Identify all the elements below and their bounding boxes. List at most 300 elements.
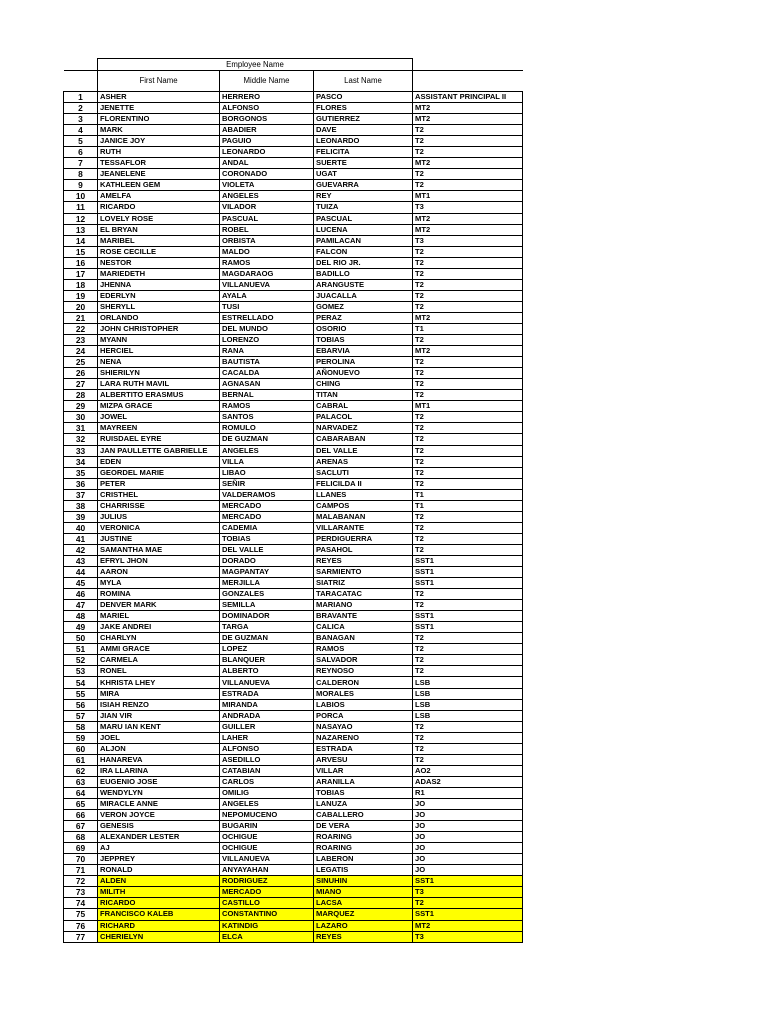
table-row [64, 257, 523, 268]
row-number-cell: 10 [64, 191, 98, 202]
first-name-cell: NESTOR [98, 257, 220, 268]
table-row [64, 357, 523, 368]
first-name-cell: MYLA [98, 578, 220, 589]
last-name-cell: CABARABAN [314, 434, 413, 445]
row-number-cell: 21 [64, 312, 98, 323]
row-number-cell: 29 [64, 401, 98, 412]
middle-name-cell: HERRERO [220, 92, 314, 103]
position-cell: MT2 [413, 920, 523, 931]
first-name-cell: RUISDAEL EYRE [98, 434, 220, 445]
first-name-cell: JAN PAULLETTE GABRIELLE [98, 445, 220, 456]
position-cell: T2 [413, 147, 523, 158]
middle-name-cell: VILLANUEVA [220, 677, 314, 688]
table-row [64, 434, 523, 445]
last-name-cell: DAVE [314, 125, 413, 136]
last-name-cell: CAMPOS [314, 500, 413, 511]
middle-name-cell: SEÑIR [220, 478, 314, 489]
first-name-cell: MARIEL [98, 611, 220, 622]
table-row [64, 854, 523, 865]
first-name-cell: IRA LLARINA [98, 765, 220, 776]
table-row [64, 522, 523, 533]
row-number-cell: 61 [64, 754, 98, 765]
row-number-cell: 60 [64, 743, 98, 754]
position-cell: T2 [413, 136, 523, 147]
position-cell: T3 [413, 235, 523, 246]
first-name-cell: MIRACLE ANNE [98, 799, 220, 810]
first-name-cell: HERCIEL [98, 346, 220, 357]
middle-name-cell: OMILIG [220, 787, 314, 798]
position-cell: T2 [413, 180, 523, 191]
last-name-cell: TUIZA [314, 202, 413, 213]
position-cell: JO [413, 810, 523, 821]
first-name-cell: MYANN [98, 335, 220, 346]
last-name-cell: TARACATAC [314, 589, 413, 600]
middle-name-cell: MIRANDA [220, 699, 314, 710]
table-row [64, 567, 523, 578]
first-name-cell: ROSE CECILLE [98, 246, 220, 257]
position-cell: MT2 [413, 103, 523, 114]
middle-name-cell: MERCADO [220, 511, 314, 522]
middle-name-column-header: Middle Name [220, 71, 314, 92]
table-row [64, 412, 523, 423]
middle-name-cell: CONSTANTINO [220, 909, 314, 920]
last-name-cell: CABALLERO [314, 810, 413, 821]
row-number-cell: 74 [64, 898, 98, 909]
first-name-cell: MARU IAN KENT [98, 721, 220, 732]
last-name-cell: LUCENA [314, 224, 413, 235]
table-row [64, 644, 523, 655]
middle-name-cell: CADEMIA [220, 522, 314, 533]
first-name-cell: KATHLEEN GEM [98, 180, 220, 191]
middle-name-cell: DE GUZMAN [220, 633, 314, 644]
table-row [64, 169, 523, 180]
row-number-cell: 48 [64, 611, 98, 622]
middle-name-cell: GUILLER [220, 721, 314, 732]
middle-name-cell: VILLANUEVA [220, 279, 314, 290]
middle-name-cell: BUGARIN [220, 821, 314, 832]
table-row [64, 677, 523, 688]
position-cell: T2 [413, 169, 523, 180]
row-number-cell: 12 [64, 213, 98, 224]
table-row [64, 489, 523, 500]
last-name-cell: LANUZA [314, 799, 413, 810]
last-name-cell: SARMIENTO [314, 567, 413, 578]
row-number-cell: 43 [64, 555, 98, 566]
row-number-cell: 30 [64, 412, 98, 423]
row-number-cell: 77 [64, 931, 98, 942]
table-row [64, 600, 523, 611]
middle-name-cell: CASTILLO [220, 898, 314, 909]
last-name-cell: MALABANAN [314, 511, 413, 522]
middle-name-cell: SANTOS [220, 412, 314, 423]
row-number-cell: 17 [64, 268, 98, 279]
first-name-cell: AARON [98, 567, 220, 578]
table-row [64, 611, 523, 622]
table-row [64, 368, 523, 379]
position-cell: T2 [413, 125, 523, 136]
middle-name-cell: DEL VALLE [220, 544, 314, 555]
first-name-cell: CHARRISSE [98, 500, 220, 511]
last-name-cell: LEGATIS [314, 865, 413, 876]
middle-name-cell: DEL MUNDO [220, 323, 314, 334]
position-cell: T2 [413, 268, 523, 279]
row-number-cell: 1 [64, 92, 98, 103]
row-number-cell: 32 [64, 434, 98, 445]
table-row [64, 191, 523, 202]
first-name-cell: CHERIELYN [98, 931, 220, 942]
last-name-cell: FELICITA [314, 147, 413, 158]
position-cell: T2 [413, 666, 523, 677]
position-cell: AO2 [413, 765, 523, 776]
first-name-cell: FRANCISCO KALEB [98, 909, 220, 920]
first-name-cell: HANAREVA [98, 754, 220, 765]
employee-rows [64, 92, 523, 943]
row-number-cell: 38 [64, 500, 98, 511]
middle-name-cell: LEONARDO [220, 147, 314, 158]
last-name-cell: ESTRADA [314, 743, 413, 754]
first-name-cell: ALBERTITO ERASMUS [98, 390, 220, 401]
table-row [64, 699, 523, 710]
middle-name-cell: BLANQUER [220, 655, 314, 666]
position-cell: ASSISTANT PRINCIPAL II [413, 92, 523, 103]
last-name-cell: BADILLO [314, 268, 413, 279]
table-row [64, 92, 523, 103]
last-name-cell: PASCO [314, 92, 413, 103]
last-name-cell: DE VERA [314, 821, 413, 832]
table-row [64, 931, 523, 942]
last-name-cell: ROARING [314, 832, 413, 843]
row-number-cell: 11 [64, 202, 98, 213]
table-row [64, 721, 523, 732]
position-cell: MT2 [413, 346, 523, 357]
last-name-cell: MORALES [314, 688, 413, 699]
first-name-cell: GENESIS [98, 821, 220, 832]
last-name-cell: REYES [314, 931, 413, 942]
position-cell: T3 [413, 202, 523, 213]
last-name-cell: NARVADEZ [314, 423, 413, 434]
last-name-cell: CALDERON [314, 677, 413, 688]
first-name-cell: EFRYL JHON [98, 555, 220, 566]
last-name-cell: LEONARDO [314, 136, 413, 147]
last-name-cell: AÑONUEVO [314, 368, 413, 379]
middle-name-cell: DORADO [220, 555, 314, 566]
first-name-cell: JEANELENE [98, 169, 220, 180]
first-name-cell: JIAN VIR [98, 710, 220, 721]
last-name-cell: CABRAL [314, 401, 413, 412]
last-name-cell: PERDIGUERRA [314, 533, 413, 544]
position-cell: T2 [413, 290, 523, 301]
table-row [64, 732, 523, 743]
first-name-cell: MIRA [98, 688, 220, 699]
middle-name-cell: RAMOS [220, 257, 314, 268]
last-name-cell: MIANO [314, 887, 413, 898]
table-row [64, 312, 523, 323]
first-name-cell: JOWEL [98, 412, 220, 423]
position-cell: SST1 [413, 567, 523, 578]
middle-name-cell: RAMOS [220, 401, 314, 412]
last-name-cell: MARQUEZ [314, 909, 413, 920]
table-row [64, 213, 523, 224]
table-row [64, 776, 523, 787]
row-number-cell: 42 [64, 544, 98, 555]
row-number-cell: 44 [64, 567, 98, 578]
table-row [64, 743, 523, 754]
last-name-cell: JUACALLA [314, 290, 413, 301]
position-cell: T2 [413, 511, 523, 522]
last-name-cell: REY [314, 191, 413, 202]
row-number-cell: 13 [64, 224, 98, 235]
middle-name-cell: NEPOMUCENO [220, 810, 314, 821]
table-row [64, 533, 523, 544]
row-number-cell: 51 [64, 644, 98, 655]
row-number-cell: 35 [64, 467, 98, 478]
last-name-cell: ROARING [314, 843, 413, 854]
table-row [64, 456, 523, 467]
row-number-cell: 40 [64, 522, 98, 533]
row-number-cell: 37 [64, 489, 98, 500]
middle-name-cell: PAGUIO [220, 136, 314, 147]
position-cell: T2 [413, 445, 523, 456]
table-row [64, 688, 523, 699]
first-name-cell: JOHN CHRISTOPHER [98, 323, 220, 334]
position-cell: T2 [413, 655, 523, 666]
row-number-cell: 24 [64, 346, 98, 357]
row-number-cell: 23 [64, 335, 98, 346]
middle-name-cell: ANYAYAHAN [220, 865, 314, 876]
last-name-cell: TITAN [314, 390, 413, 401]
position-cell: T2 [413, 257, 523, 268]
position-cell: MT1 [413, 191, 523, 202]
middle-name-cell: PASCUAL [220, 213, 314, 224]
first-name-cell: SHIERILYN [98, 368, 220, 379]
row-number-cell: 75 [64, 909, 98, 920]
table-row [64, 114, 523, 125]
row-number-cell: 58 [64, 721, 98, 732]
middle-name-cell: ESTRELLADO [220, 312, 314, 323]
position-cell: T2 [413, 589, 523, 600]
last-name-cell: EBARVIA [314, 346, 413, 357]
middle-name-cell: BERNAL [220, 390, 314, 401]
position-cell: SST1 [413, 578, 523, 589]
row-number-cell: 8 [64, 169, 98, 180]
position-cell: LSB [413, 688, 523, 699]
middle-name-cell: AGNASAN [220, 379, 314, 390]
position-cell: MT2 [413, 158, 523, 169]
table-row [64, 887, 523, 898]
first-name-cell: EDERLYN [98, 290, 220, 301]
position-cell: T2 [413, 301, 523, 312]
middle-name-cell: AYALA [220, 290, 314, 301]
middle-name-cell: VILLANUEVA [220, 854, 314, 865]
row-number-cell: 4 [64, 125, 98, 136]
row-number-cell: 55 [64, 688, 98, 699]
row-number-cell: 59 [64, 732, 98, 743]
table-row [64, 500, 523, 511]
last-name-cell: LABERON [314, 854, 413, 865]
first-name-cell: ALJON [98, 743, 220, 754]
middle-name-cell: ESTRADA [220, 688, 314, 699]
last-name-cell: UGAT [314, 169, 413, 180]
middle-name-cell: LIBAO [220, 467, 314, 478]
position-cell: T2 [413, 743, 523, 754]
row-number-cell: 71 [64, 865, 98, 876]
last-name-cell: LACSA [314, 898, 413, 909]
last-name-cell: OSORIO [314, 323, 413, 334]
table-row [64, 876, 523, 887]
first-name-cell: RICARDO [98, 202, 220, 213]
middle-name-cell: ANDRADA [220, 710, 314, 721]
first-name-cell: TESSAFLOR [98, 158, 220, 169]
table-row [64, 401, 523, 412]
row-number-cell: 26 [64, 368, 98, 379]
position-cell: T2 [413, 357, 523, 368]
middle-name-cell: ANGELES [220, 799, 314, 810]
table-row [64, 301, 523, 312]
first-name-cell: SHERYLL [98, 301, 220, 312]
position-cell: MT1 [413, 401, 523, 412]
position-cell: T2 [413, 434, 523, 445]
last-name-cell: NAZARENO [314, 732, 413, 743]
table-row [64, 898, 523, 909]
last-name-cell: GOMEZ [314, 301, 413, 312]
last-name-cell: VILLAR [314, 765, 413, 776]
first-name-cell: ALDEN [98, 876, 220, 887]
middle-name-cell: LORENZO [220, 335, 314, 346]
table-row [64, 832, 523, 843]
row-number-cell: 39 [64, 511, 98, 522]
table-row [64, 810, 523, 821]
position-cell: T2 [413, 600, 523, 611]
position-cell: JO [413, 799, 523, 810]
middle-name-cell: TUSI [220, 301, 314, 312]
middle-name-cell: BORGONOS [220, 114, 314, 125]
row-number-cell: 22 [64, 323, 98, 334]
table-row [64, 765, 523, 776]
last-name-cell: FELICILDA II [314, 478, 413, 489]
table-row [64, 710, 523, 721]
table-row [64, 423, 523, 434]
first-name-cell: MARK [98, 125, 220, 136]
first-name-cell: JUSTINE [98, 533, 220, 544]
row-number-cell: 63 [64, 776, 98, 787]
last-name-cell: GUEVARRA [314, 180, 413, 191]
row-number-cell: 31 [64, 423, 98, 434]
position-cell: T2 [413, 898, 523, 909]
last-name-cell: PERAZ [314, 312, 413, 323]
table-row [64, 158, 523, 169]
middle-name-cell: RODRIGUEZ [220, 876, 314, 887]
table-row [64, 136, 523, 147]
row-number-cell: 69 [64, 843, 98, 854]
middle-name-cell: DE GUZMAN [220, 434, 314, 445]
position-cell: JO [413, 854, 523, 865]
position-cell: T2 [413, 544, 523, 555]
middle-name-cell: LOPEZ [220, 644, 314, 655]
position-cell: SST1 [413, 611, 523, 622]
table-row [64, 544, 523, 555]
row-number-cell: 20 [64, 301, 98, 312]
table-row [64, 920, 523, 931]
first-name-cell: SAMANTHA MAE [98, 544, 220, 555]
position-cell: T2 [413, 368, 523, 379]
table-row [64, 323, 523, 334]
row-number-cell: 54 [64, 677, 98, 688]
middle-name-cell: ALFONSO [220, 743, 314, 754]
last-name-cell: LAZARO [314, 920, 413, 931]
position-cell: T2 [413, 644, 523, 655]
position-cell: ADAS2 [413, 776, 523, 787]
table-row [64, 335, 523, 346]
row-number-cell: 50 [64, 633, 98, 644]
table-row [64, 666, 523, 677]
last-name-cell: SIATRIZ [314, 578, 413, 589]
position-cell: T2 [413, 379, 523, 390]
table-row [64, 235, 523, 246]
middle-name-cell: MERCADO [220, 887, 314, 898]
row-number-cell: 27 [64, 379, 98, 390]
middle-name-cell: ROBEL [220, 224, 314, 235]
last-name-cell: MARIANO [314, 600, 413, 611]
header-corner-blank [64, 59, 98, 71]
middle-name-cell: LAHER [220, 732, 314, 743]
first-name-cell: EUGENIO JOSE [98, 776, 220, 787]
middle-name-cell: KATINDIG [220, 920, 314, 931]
middle-name-cell: OCHIGUE [220, 832, 314, 843]
middle-name-cell: TARGA [220, 622, 314, 633]
table-row [64, 125, 523, 136]
table-row [64, 589, 523, 600]
position-cell: T2 [413, 533, 523, 544]
last-name-cell: ARANGUSTE [314, 279, 413, 290]
position-cell: T2 [413, 732, 523, 743]
first-name-cell: CRISTHEL [98, 489, 220, 500]
position-cell: T1 [413, 500, 523, 511]
position-cell: LSB [413, 677, 523, 688]
first-name-cell: JANICE JOY [98, 136, 220, 147]
middle-name-cell: ASEDILLO [220, 754, 314, 765]
first-name-cell: RICARDO [98, 898, 220, 909]
middle-name-cell: ANDAL [220, 158, 314, 169]
last-name-cell: REYNOSO [314, 666, 413, 677]
position-cell: R1 [413, 787, 523, 798]
row-number-cell: 47 [64, 600, 98, 611]
position-cell: T3 [413, 931, 523, 942]
table-row [64, 279, 523, 290]
first-name-cell: RUTH [98, 147, 220, 158]
table-row [64, 865, 523, 876]
first-name-column-header: First Name [98, 71, 220, 92]
position-cell: MT2 [413, 114, 523, 125]
position-cell: T3 [413, 887, 523, 898]
first-name-cell: JHENNA [98, 279, 220, 290]
last-name-cell: PASAHOL [314, 544, 413, 555]
row-number-cell: 68 [64, 832, 98, 843]
row-number-cell: 41 [64, 533, 98, 544]
row-number-cell: 2 [64, 103, 98, 114]
row-number-cell: 25 [64, 357, 98, 368]
table-row [64, 224, 523, 235]
first-name-cell: ASHER [98, 92, 220, 103]
last-name-cell: ARANILLA [314, 776, 413, 787]
middle-name-cell: ELCA [220, 931, 314, 942]
header-row-group [64, 59, 523, 71]
row-number-cell: 14 [64, 235, 98, 246]
first-name-cell: RONALD [98, 865, 220, 876]
table-row [64, 511, 523, 522]
row-number-cell: 56 [64, 699, 98, 710]
row-number-cell: 3 [64, 114, 98, 125]
table-row [64, 346, 523, 357]
